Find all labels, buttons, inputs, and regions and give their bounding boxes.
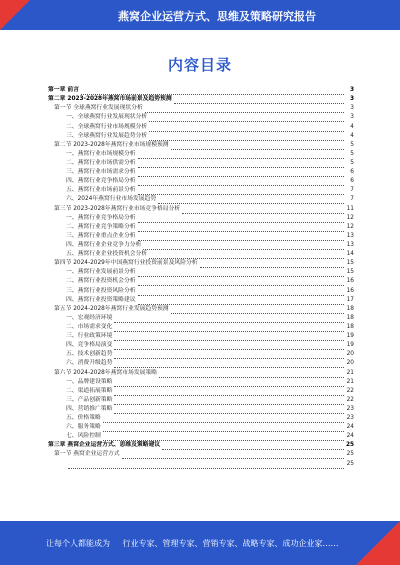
toc-entry-text: 三、燕窝行业重点企业分析 [66, 232, 136, 239]
toc-page-number: 25 [346, 442, 354, 449]
toc-entry-text: 三、行业政策环境 [66, 333, 113, 340]
toc-page-number: 12 [346, 223, 354, 230]
toc-row[interactable] [48, 432, 354, 441]
toc-dot-leader [149, 116, 344, 122]
toc-dot-leader [138, 153, 344, 159]
toc-row[interactable] [48, 214, 354, 223]
toc-dot-leader [138, 280, 344, 286]
slogan-lead: 让每个人都能成为 [46, 539, 110, 548]
toc-entry-text: 一、燕窝行业市场规模分析 [66, 150, 136, 157]
toc-entry-text: 二、燕窝行业市场供需分析 [66, 159, 136, 166]
toc-row[interactable] [48, 250, 354, 259]
toc-dot-leader [81, 89, 344, 95]
toc-dot-leader [114, 390, 344, 396]
toc-dot-leader [138, 189, 344, 195]
toc-row[interactable] [48, 113, 354, 122]
toc-entry-text: 第二节 2023-2028年燕窝行业市场规模预测 [54, 141, 169, 148]
toc-row[interactable] [48, 122, 354, 131]
toc-entry-text: 五、技术创新趋势 [66, 351, 113, 358]
toc-page-number: 5 [350, 150, 354, 157]
toc-row[interactable] [48, 95, 354, 104]
toc-dot-leader [114, 362, 344, 368]
toc-page-number: 17 [346, 296, 354, 303]
toc-row[interactable] [48, 104, 354, 113]
toc-dot-leader [138, 171, 344, 177]
toc-page-number: 3 [350, 114, 354, 121]
toc-dot-leader [122, 453, 344, 459]
toc-dot-leader [149, 135, 344, 141]
toc-entry-text: 五、燕窝行业市场前景分析 [66, 187, 136, 194]
toc-dot-leader [159, 372, 344, 378]
toc-dot-leader [149, 253, 344, 259]
toc-heading: 内容目录 [167, 56, 232, 74]
toc-dot-leader [138, 162, 344, 168]
header-red-corner [0, 0, 30, 30]
toc-row[interactable] [48, 86, 354, 95]
toc-page-number: 24 [346, 424, 354, 431]
toc-entry-text: 三、燕窝行业投资风险分析 [66, 287, 136, 294]
toc-entry-text: 四、燕窝行业投资策略建议 [66, 296, 136, 303]
toc-dot-leader [174, 98, 344, 104]
toc-row[interactable] [48, 277, 354, 286]
toc-row[interactable] [48, 414, 354, 423]
toc-entry-text: 六、服务策略 [66, 424, 101, 431]
toc-entry-text: 第六节 2024-2028年燕窝市场发展策略 [54, 369, 158, 376]
toc-entry-text: 第一节 燕窝企业运营方式 [54, 451, 120, 458]
toc-row[interactable] [48, 259, 354, 268]
toc-entry-text: 一、全球燕窝行业发展现状分析 [66, 114, 148, 121]
toc-row[interactable] [48, 323, 354, 332]
toc-page-number: 19 [346, 333, 354, 340]
toc-row[interactable] [48, 195, 354, 204]
toc-row[interactable] [48, 378, 354, 387]
toc-row[interactable] [48, 232, 354, 241]
toc-row[interactable] [48, 359, 354, 368]
toc-page-number: 21 [346, 369, 354, 376]
toc-dot-leader [200, 262, 344, 268]
slogan-item: 营销专家 [202, 539, 235, 548]
footer-slogan: 让每个人都能成为 行业专家、管理专家、营销专家、战略专家、成功企业家…… [46, 539, 339, 548]
toc-entry-text: 第一章 前言 [48, 87, 80, 94]
toc-dot-leader [114, 381, 344, 387]
toc-page-number: 7 [350, 196, 354, 203]
toc-dot-leader [114, 399, 344, 405]
toc-dot-leader [145, 107, 344, 113]
toc-page-number: 3 [349, 96, 354, 103]
toc-entry-text: 第三节 2023-2028年燕窝行业市场竞争格局分析 [54, 205, 181, 212]
toc-row[interactable] [48, 241, 354, 250]
toc-page-number: 4 [350, 123, 354, 130]
toc-row[interactable] [48, 423, 354, 432]
toc-row[interactable] [48, 177, 354, 186]
toc-dot-leader [114, 317, 344, 323]
toc-entry-text: 六、消费升级趋势 [66, 360, 113, 367]
toc-dot-leader [114, 326, 344, 332]
toc-page-number: 25 [346, 451, 354, 458]
toc-page-number: 15 [346, 260, 354, 267]
toc-entry-text: 四、燕窝行业竞争格局分析 [66, 178, 136, 185]
toc-page-number: 11 [346, 205, 354, 212]
toc-page-number: 13 [346, 232, 354, 239]
toc-entry-text: 三、产品创新策略 [66, 396, 113, 403]
toc-dot-leader [162, 444, 344, 450]
toc-row[interactable] [48, 332, 354, 341]
toc-entry-text: 三、全球燕窝行业发展趋势分析 [66, 132, 148, 139]
toc-page-number: 6 [350, 169, 354, 176]
toc-row[interactable] [48, 132, 354, 141]
toc-entry-text: 七、风险控制 [66, 433, 101, 440]
toc-row[interactable] [48, 296, 354, 305]
toc-entry-text: 二、燕窝行业竞争策略分析 [66, 223, 136, 230]
toc-page-number: 16 [346, 278, 354, 285]
toc-page-number: 22 [346, 396, 354, 403]
toc-dot-leader [138, 299, 344, 305]
toc-dot-leader [149, 126, 344, 132]
toc-page-number: 3 [350, 105, 354, 112]
toc-row[interactable] [48, 204, 354, 213]
toc-row[interactable] [48, 286, 354, 295]
toc-entry-text: 第一节 全球燕窝行业发展现状分析 [54, 105, 143, 112]
toc-dot-leader [138, 226, 344, 232]
toc-entry-text: 二、燕窝行业投资机会分析 [66, 278, 136, 285]
toc-entry-text: 一、燕窝行业竞争格局分析 [66, 214, 136, 221]
toc-dot-leader [182, 208, 344, 214]
toc-page-number: 4 [350, 132, 354, 139]
toc-entry-text: 四、竞争格局演变 [66, 342, 113, 349]
toc-row[interactable] [48, 396, 354, 405]
toc-dot-leader [138, 235, 344, 241]
toc-page-number: 20 [346, 360, 354, 367]
toc-entry-text: 第三章 燕窝企业运营方式、思维及策略建议 [48, 442, 161, 449]
toc-entry-text: 五、燕窝行业企业投资机会分析 [66, 251, 148, 258]
toc-entry-text: 四、燕窝行业企业竞争力分析 [66, 241, 142, 248]
toc-page-number: 14 [346, 251, 354, 258]
toc-page-number: 23 [346, 405, 354, 412]
toc-row[interactable] [48, 223, 354, 232]
toc-row[interactable] [48, 168, 354, 177]
toc-dot-leader [138, 180, 344, 186]
toc-row[interactable] [48, 387, 354, 396]
toc-row[interactable] [48, 314, 354, 323]
toc-entry-text: 二、全球燕窝行业市场规模分析 [66, 123, 148, 130]
toc-page-number: 21 [346, 378, 354, 385]
toc-dot-leader [114, 408, 344, 414]
slogan-item: 行业专家 [122, 539, 155, 548]
toc-entry-text: 一、宏观经济环境 [66, 314, 113, 321]
toc-entry-text: 二、市场需求变化 [66, 323, 113, 330]
toc-dot-leader [158, 198, 344, 204]
toc-entry-text: 一、燕窝行业发展前景分析 [66, 269, 136, 276]
toc-page-number: 25 [346, 460, 354, 467]
toc-dot-leader [143, 244, 344, 250]
slogan-item: 管理专家 [162, 539, 195, 548]
slogan-item: 成功企业家…… [282, 539, 339, 548]
toc-dot-leader [103, 426, 344, 432]
toc-row[interactable] [48, 141, 354, 150]
toc-entry-text: 五、价格策略 [66, 415, 101, 422]
toc-page-number: 16 [346, 287, 354, 294]
toc-row[interactable] [48, 341, 354, 350]
toc-page-number: 19 [346, 342, 354, 349]
toc-dot-leader [138, 271, 344, 277]
toc-row[interactable] [48, 350, 354, 359]
toc-page-number: 3 [349, 87, 354, 94]
toc-page-number: 20 [346, 351, 354, 358]
toc-entry-text: 第二章 2023-2028年燕窝市场前景及趋势预测 [48, 96, 172, 103]
toc-dot-leader [114, 344, 344, 350]
toc-row[interactable] [48, 450, 354, 459]
toc-dot-leader [114, 353, 344, 359]
toc-dot-leader [103, 435, 344, 441]
report-title: 燕窝企业运营方式、思维及策略研究报告 [118, 10, 316, 23]
toc-row[interactable] [48, 405, 354, 414]
page-header [0, 0, 400, 30]
toc-page-number: 18 [346, 305, 354, 312]
table-of-contents [48, 86, 354, 469]
toc-page-number: 5 [350, 141, 354, 148]
toc-page-number: 23 [346, 415, 354, 422]
toc-entry-text: 一、品牌建设策略 [66, 378, 113, 385]
toc-entry-text: 二、渠道拓展策略 [66, 387, 113, 394]
toc-page-number: 22 [346, 387, 354, 394]
toc-row[interactable] [48, 186, 354, 195]
toc-dot-leader [114, 335, 344, 341]
toc-page-number: 12 [346, 214, 354, 221]
toc-row[interactable] [48, 159, 354, 168]
toc-dot-leader [171, 308, 344, 314]
toc-page-number: 24 [346, 433, 354, 440]
toc-row[interactable] [48, 268, 354, 277]
toc-dot-leader [138, 217, 344, 223]
toc-page-number: 18 [346, 314, 354, 321]
toc-entry-text: 第四节 2024-2029年中国燕窝行业投资前景及风险分析 [54, 260, 198, 267]
toc-page-number: 15 [346, 269, 354, 276]
toc-row[interactable] [48, 459, 354, 468]
toc-page-number: 18 [346, 323, 354, 330]
toc-dot-leader [138, 290, 344, 296]
toc-entry-text: 四、营销推广策略 [66, 405, 113, 412]
toc-page-number: 13 [346, 241, 354, 248]
toc-dot-leader [103, 417, 344, 423]
toc-entry-text: 第五节 2024-2028年燕窝行业发展趋势预测 [54, 305, 169, 312]
toc-page-number: 7 [350, 187, 354, 194]
toc-page-number: 5 [350, 159, 354, 166]
toc-entry-text: 三、燕窝行业市场需求分析 [66, 169, 136, 176]
toc-row[interactable] [48, 441, 354, 450]
toc-page-number: 6 [350, 178, 354, 185]
toc-row[interactable] [48, 368, 354, 377]
toc-entry-text: 六、2024年燕窝行业市场发展趋势 [66, 196, 157, 203]
toc-row[interactable] [48, 150, 354, 159]
footer-red-corner [356, 521, 400, 565]
toc-dot-leader [68, 463, 344, 469]
toc-dot-leader [171, 144, 344, 150]
slogan-item: 战略专家 [242, 539, 275, 548]
page-footer [0, 521, 400, 565]
toc-row[interactable] [48, 305, 354, 314]
